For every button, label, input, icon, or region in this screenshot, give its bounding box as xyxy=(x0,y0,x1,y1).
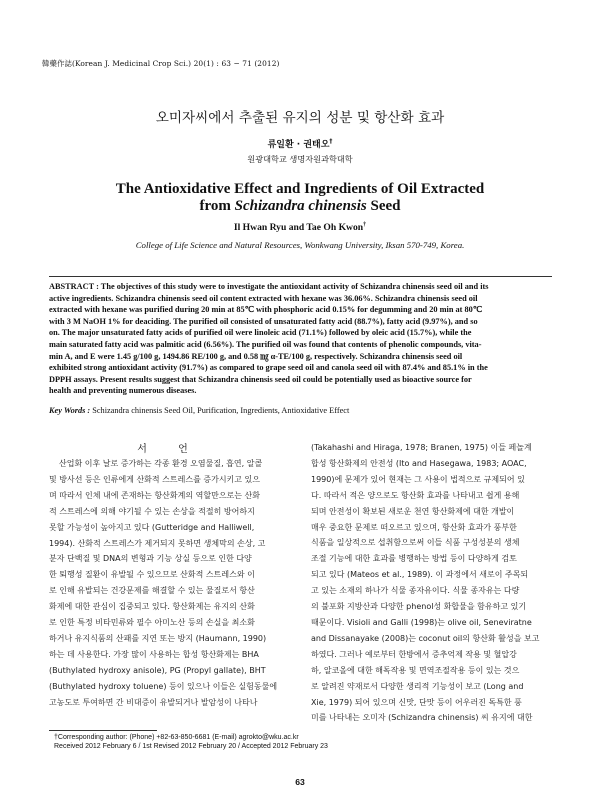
abstract-line: exhibited strong antioxidant activity (91.7%) as compared to grape seed oil and canola seed oil with 87.4% and 85.1% in the xyxy=(49,363,488,373)
abstract-line: on. The major unsaturated fatty acids of purified oil were linoleic acid (71.1%) followed by oleic acid (15.7%), while the xyxy=(49,328,472,338)
body-line: 되고 있다 (Mateos et al., 1989). 이 과정에서 새로이 주목되 xyxy=(311,570,529,580)
body-line: Xie, 1979) 되어 있으며 신맛, 단맛 등이 어우러진 독특한 풍 xyxy=(311,697,522,707)
body-line: 적 스트레스에 의해 야기될 수 있는 손상을 적절히 방어하지 xyxy=(49,506,255,516)
body-line: 화제에 대한 관심이 집중되고 있다. 항산화제는 유지의 산화 xyxy=(49,602,255,612)
korean-affiliation: 원광대학교 생명자원과학대학 xyxy=(247,154,353,164)
abstract-line: DPPH assays. Present results suggest that Schizandra chinensis seed oil could be potentially used as bioactive source for xyxy=(49,374,472,384)
left-column xyxy=(49,456,290,711)
corresponding-mark-en: † xyxy=(363,222,367,228)
right-column xyxy=(311,440,552,726)
body-line: (Buthylated hydroxy anisole), PG (Propyl gallate), BHT xyxy=(49,665,266,675)
body-line: 로 인해 유발되는 건강문제를 해결할 수 있는 물질로서 항산 xyxy=(49,586,255,596)
body-line: 조절 기능에 대한 효과를 병행하는 방법 등이 다양하게 검토 xyxy=(311,554,517,564)
abstract-line: health and preventing numerous diseases. xyxy=(49,386,197,396)
footnote-rule xyxy=(49,730,157,731)
abstract-line: min A, and E were 1.45 g/100 g, 1494.86 RE/100 g, and 0.58 ㎎ α-TE/100 g, respectively. Schizandra chinensis seed oil xyxy=(49,351,463,361)
title-part-b: Seed xyxy=(366,198,401,214)
body-line: 및 방사선 등은 인류에게 산화적 스트레스를 증가시키고 있으 xyxy=(49,474,260,484)
english-title-line1: The Antioxidative Effect and Ingredients of Oil Extracted xyxy=(115,181,485,197)
abstract-rule xyxy=(49,276,552,277)
abstract-line: active ingredients. Schizandra chinensis seed oil content extracted with hexane was 36.06%. Schizandra chinensis seed oil xyxy=(49,293,478,303)
body-line: 매우 중요한 문제로 떠오르고 있으며, 항산화 효과가 풍부한 xyxy=(311,522,517,532)
body-line: and Dissanayake (2008)는 coconut oil의 항산화 활성을 보고 xyxy=(311,633,540,643)
body-line: 1990)에 문제가 있어 현재는 그 사용이 법적으로 규제되어 있 xyxy=(311,474,525,484)
abstract xyxy=(49,281,552,397)
keywords xyxy=(49,406,552,415)
body-line: 때문이다. Visioli and Galli (1998)는 olive oil, Seneviratne xyxy=(311,617,532,627)
english-title-line2 xyxy=(0,198,600,215)
body-line: 하였다. 그러나 예로부터 한방에서 증추억제 작용 및 혈압강 xyxy=(311,649,517,659)
journal-header: 韓藥作誌(Korean J. Medicinal Crop Sci.) 20(1) : 63 − 71 (2012) xyxy=(42,59,280,68)
body-line: 분자 단백질 및 DNA의 변형과 기능 상실 등으로 인한 다양 xyxy=(49,554,252,564)
english-title xyxy=(0,181,600,215)
body-line: 로 인한 특정 비타민류와 필수 아미노산 등의 손실을 최소화 xyxy=(49,618,255,628)
abstract-line: extracted with hexane was purified during 20 min at 85℃ with phosphoric acid 0.15% for degumming and 20 min at 80℃ xyxy=(49,305,483,315)
body-line: (Buthylated hydroxy toluene) 등이 있으나 이들은 실험동물에 xyxy=(49,681,278,691)
body-line: (Takahashi and Hiraga, 1978; Branen, 1975) 이들 페놀계 xyxy=(311,443,532,452)
abstract-line: main saturated fatty acid was palmitic acid (6.56%). The purified oil was found that contents of phenolic compounds, vita- xyxy=(49,339,482,349)
footnote xyxy=(54,733,328,751)
footnote-contact: †Corresponding author: (Phone) +82-63-850-6681 (E-mail) agrokto@wku.ac.kr xyxy=(54,734,299,741)
body-line: 되며 안전성이 확보된 새로운 천연 항산화제에 대한 개발이 xyxy=(311,506,515,516)
body-line: 1994). 산화적 스트레스가 제거되지 못하면 생체막의 손상, 고 xyxy=(49,538,266,548)
keywords-text: Schizandra chinensis Seed Oil, Purification, Ingredients, Antioxidative Effect xyxy=(90,406,350,415)
body-line: 의 불포화 지방산과 다양한 phenol성 화합물을 함유하고 있기 xyxy=(311,602,527,612)
korean-title: 오미자씨에서 추출된 유지의 성분 및 항산화 효과 xyxy=(155,110,445,126)
body-line: 하, 알코올에 대한 해독작용 및 면역조절작용 등이 있는 것으 xyxy=(311,665,520,675)
page-number: 63 xyxy=(295,777,305,787)
body-line: 미를 나타내는 오미자 (Schizandra chinensis) 씨 유지에 대한 xyxy=(311,713,533,723)
footnote-dates: Received 2012 February 6 / 1st Revised 2012 February 20 / Accepted 2012 February 23 xyxy=(54,743,328,751)
body-line: 하는 데 사용한다. 가장 많이 사용하는 합성 항산화제는 BHA xyxy=(49,649,259,659)
title-part-a: from xyxy=(199,198,235,214)
body-line: 합성 항산화제의 안전성 (Ito and Hasegawa, 1983; AOAC, xyxy=(311,458,527,468)
body-line: 고농도로 투여하면 간 비대증이 유발되거나 발암성이 나타나 xyxy=(49,697,258,707)
english-authors xyxy=(0,222,600,233)
body-line: 고 있는 소재의 하나가 식물 종자유이다. 식물 종자유는 다량 xyxy=(311,586,520,596)
english-affiliation: College of Life Science and Natural Resources, Wonkwang University, Iksan 570-749, Korea. xyxy=(135,240,465,250)
keywords-label: Key Words : xyxy=(49,406,91,415)
korean-authors-names: 류일환 · 권태오 xyxy=(267,140,330,150)
korean-authors xyxy=(0,137,600,150)
title-species: Schizandra chinensis xyxy=(234,198,367,214)
body-line: 하거나 유지식품의 산패를 지연 또는 방지 (Haumann, 1990) xyxy=(49,633,267,643)
corresponding-mark: † xyxy=(329,138,333,145)
abstract-line: ABSTRACT : The objectives of this study were to investigate the antioxidant activity of Schizandra chinensis seed oil and its xyxy=(49,282,489,291)
section-heading: 서 언 xyxy=(137,444,202,455)
body-line: 한 퇴행성 질환이 유발될 수 있으므로 산화적 스트레스와 이 xyxy=(49,570,255,580)
body-line: 산업화 이후 날로 증가하는 각종 환경 오염물질, 흡연, 알콜 xyxy=(59,459,263,468)
body-line: 며 따라서 인체 내에 존재하는 항산화계의 역할만으로는 산화 xyxy=(49,490,260,500)
abstract-line: with 3 M NaOH 1% for deaciding. The purified oil consisted of unsaturated fatty acid (88.7%), fatty acid (9.97%), and so xyxy=(49,316,478,326)
body-line: 식품을 일상적으로 섭취함으로써 이들 식품 구성성분의 생체 xyxy=(311,538,520,548)
body-line: 못할 가능성이 높아지고 있다 (Gutteridge and Halliwell, xyxy=(49,522,255,532)
body-line: 다. 따라서 적은 양으로도 항산화 효과를 나타내고 쉽게 용해 xyxy=(311,490,520,500)
body-line: 로 알려진 약재로서 다양한 생리적 기능성이 보고 (Long and xyxy=(311,681,524,691)
english-authors-names: Il Hwan Ryu and Tae Oh Kwon xyxy=(233,222,364,234)
